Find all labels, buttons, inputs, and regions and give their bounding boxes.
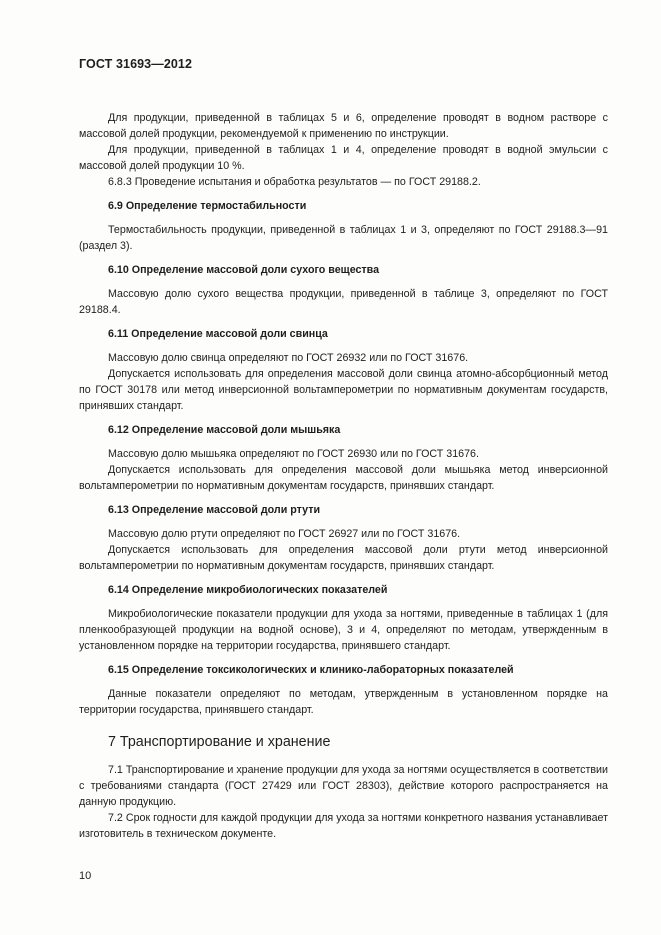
section-heading-6-15: 6.15 Определение токсикологических и клинико-лабораторных показателей (108, 664, 514, 676)
page-number: 10 (79, 870, 92, 882)
section-heading-6-13: 6.13 Определение массовой доли ртути (108, 504, 321, 516)
paragraph: Допускается использовать для определения массовой доли ртути метод инверсионной вольтамперометрии по нормативным документам государств, принявших стандарт. (79, 544, 608, 572)
chapter-heading-7: 7 Транспортирование и хранение (108, 734, 331, 750)
paragraph: 7.1 Транспортирование и хранение продукции для ухода за ногтями осуществляется в соответствии с требованиями стандарта (ГОСТ 27429 или ГОСТ 28303), действие которого распространяется на данную продукцию. (79, 764, 608, 808)
paragraph: Массовую долю мышьяка определяют по ГОСТ 26930 или по ГОСТ 31676. (108, 448, 479, 460)
paragraph: Данные показатели определяют по методам, утвержденным в установленном порядке на территории государства, принявшего стандарт. (79, 688, 608, 716)
document-header: ГОСТ 31693—2012 (79, 57, 193, 71)
section-heading-6-14: 6.14 Определение микробиологических показателей (108, 584, 388, 596)
paragraph: Микробиологические показатели продукции для ухода за ногтями, приведенные в таблицах 1 (для пленкообразующей продукции на водной основе), 3 и 4, определяют по методам, утвержденным в установленном порядке на территории государства, принявшего стандарт. (79, 608, 608, 652)
section-heading-6-12: 6.12 Определение массовой доли мышьяка (108, 424, 341, 436)
paragraph: Термостабильность продукции, приведенной в таблицах 1 и 3, определяют по ГОСТ 29188.3—91 (раздел 3). (79, 224, 608, 252)
paragraph: Допускается использовать для определения массовой доли мышьяка метод инверсионной вольтамперометрии по нормативным документам государств, принявших стандарт. (79, 464, 608, 492)
section-heading-6-11: 6.11 Определение массовой доли свинца (108, 328, 328, 340)
paragraph: Допускается использовать для определения массовой доли свинца атомно-абсорбционный метод по ГОСТ 30178 или метод инверсионной вольтамперометрии по нормативным документам государств, принявших стандарт. (79, 368, 608, 412)
paragraph: Массовую долю свинца определяют по ГОСТ 26932 или по ГОСТ 31676. (108, 352, 469, 364)
document-body (79, 110, 608, 842)
paragraph: Для продукции, приведенной в таблицах 5 и 6, определение проводят в водном растворе с массовой долей продукции, рекомендуемой к применению по инструкции. (79, 112, 608, 140)
section-heading-6-9: 6.9 Определение термостабильности (108, 200, 307, 212)
paragraph: 7.2 Срок годности для каждой продукции для ухода за ногтями конкретного названия устанавливает изготовитель в техническом документе. (79, 812, 608, 840)
paragraph: 6.8.3 Проведение испытания и обработка результатов — по ГОСТ 29188.2. (108, 176, 481, 188)
paragraph: Для продукции, приведенной в таблицах 1 и 4, определение проводят в водной эмульсии с массовой долей продукции 10 %. (79, 144, 608, 172)
section-heading-6-10: 6.10 Определение массовой доли сухого вещества (108, 264, 380, 276)
paragraph: Массовую долю сухого вещества продукции, приведенной в таблице 3, определяют по ГОСТ 29188.4. (79, 288, 608, 316)
paragraph: Массовую долю ртути определяют по ГОСТ 26927 или по ГОСТ 31676. (108, 528, 461, 540)
